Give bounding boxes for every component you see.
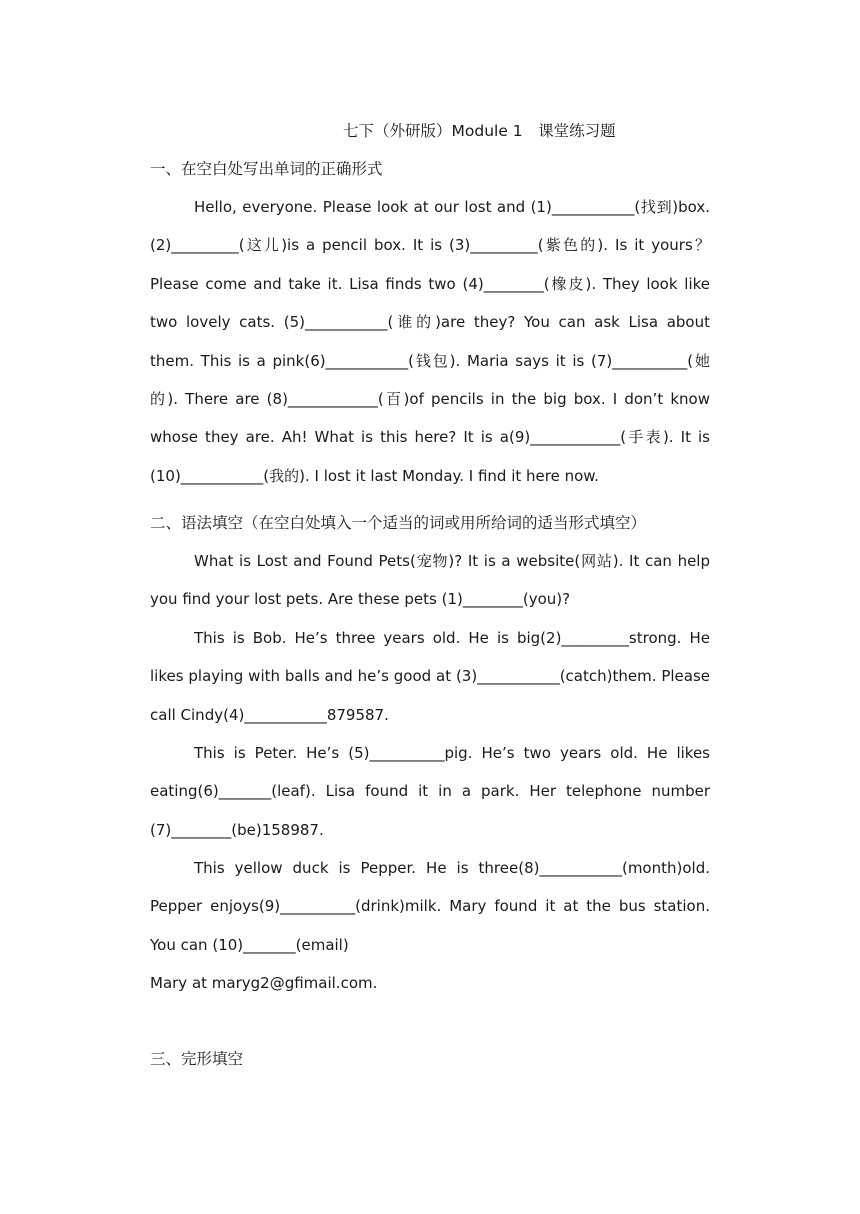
section-2-paragraph-4: This yellow duck is Pepper. He is three(8)___________(month)old. Pepper enjoys(9)__________(drink)milk. Mary found it at the bus station. You can (10)_______(email) <box>150 859 710 954</box>
section-2-paragraph-2: This is Bob. He’s three years old. He is big(2)_________strong. He likes playing with balls and he’s good at (3)___________(catch)them. Please call Cindy(4)___________879587. <box>150 629 710 724</box>
section-1-paragraph: Hello, everyone. Please look at our lost and (1)___________(找到)box. (2)_________(这儿)is a pencil box. It is (3)_________(紫色的). Is it yours？Please come and take it. Lisa finds two (4)________(橡皮). They look like two lovely cats. (5)___________(谁的)are they? You can ask Lisa about them. This is a pink(6)___________(钱包). Maria says it is (7)__________(她的). There are (8)____________(百)of pencils in the big box. I don’t know whose they are. Ah! What is this here? It is a(9)____________(手表). It is (10)___________(我的). I lost it last Monday. I find it here now. <box>150 198 710 485</box>
document-title: 七下（外研版）Module 1 课堂练习题 <box>343 122 616 140</box>
section-2-paragraph-1: What is Lost and Found Pets(宠物)? It is a website(网站). It can help you find your lost pets. Are these pets (1)________(you)? <box>150 552 710 609</box>
section-2-heading: 二、语法填空（在空白处填入一个适当的词或用所给词的适当形式填空） <box>150 514 647 532</box>
section-1-heading: 一、在空白处写出单词的正确形式 <box>150 160 383 178</box>
section-3-heading: 三、完形填空 <box>150 1050 244 1068</box>
section-2-closing-line: Mary at maryg2@gfimail.com. <box>150 974 378 992</box>
section-2-paragraph-3: This is Peter. He’s (5)__________pig. He’s two years old. He likes eating(6)_______(leaf). Lisa found it in a park. Her telephone number (7)________(be)158987. <box>150 744 710 839</box>
